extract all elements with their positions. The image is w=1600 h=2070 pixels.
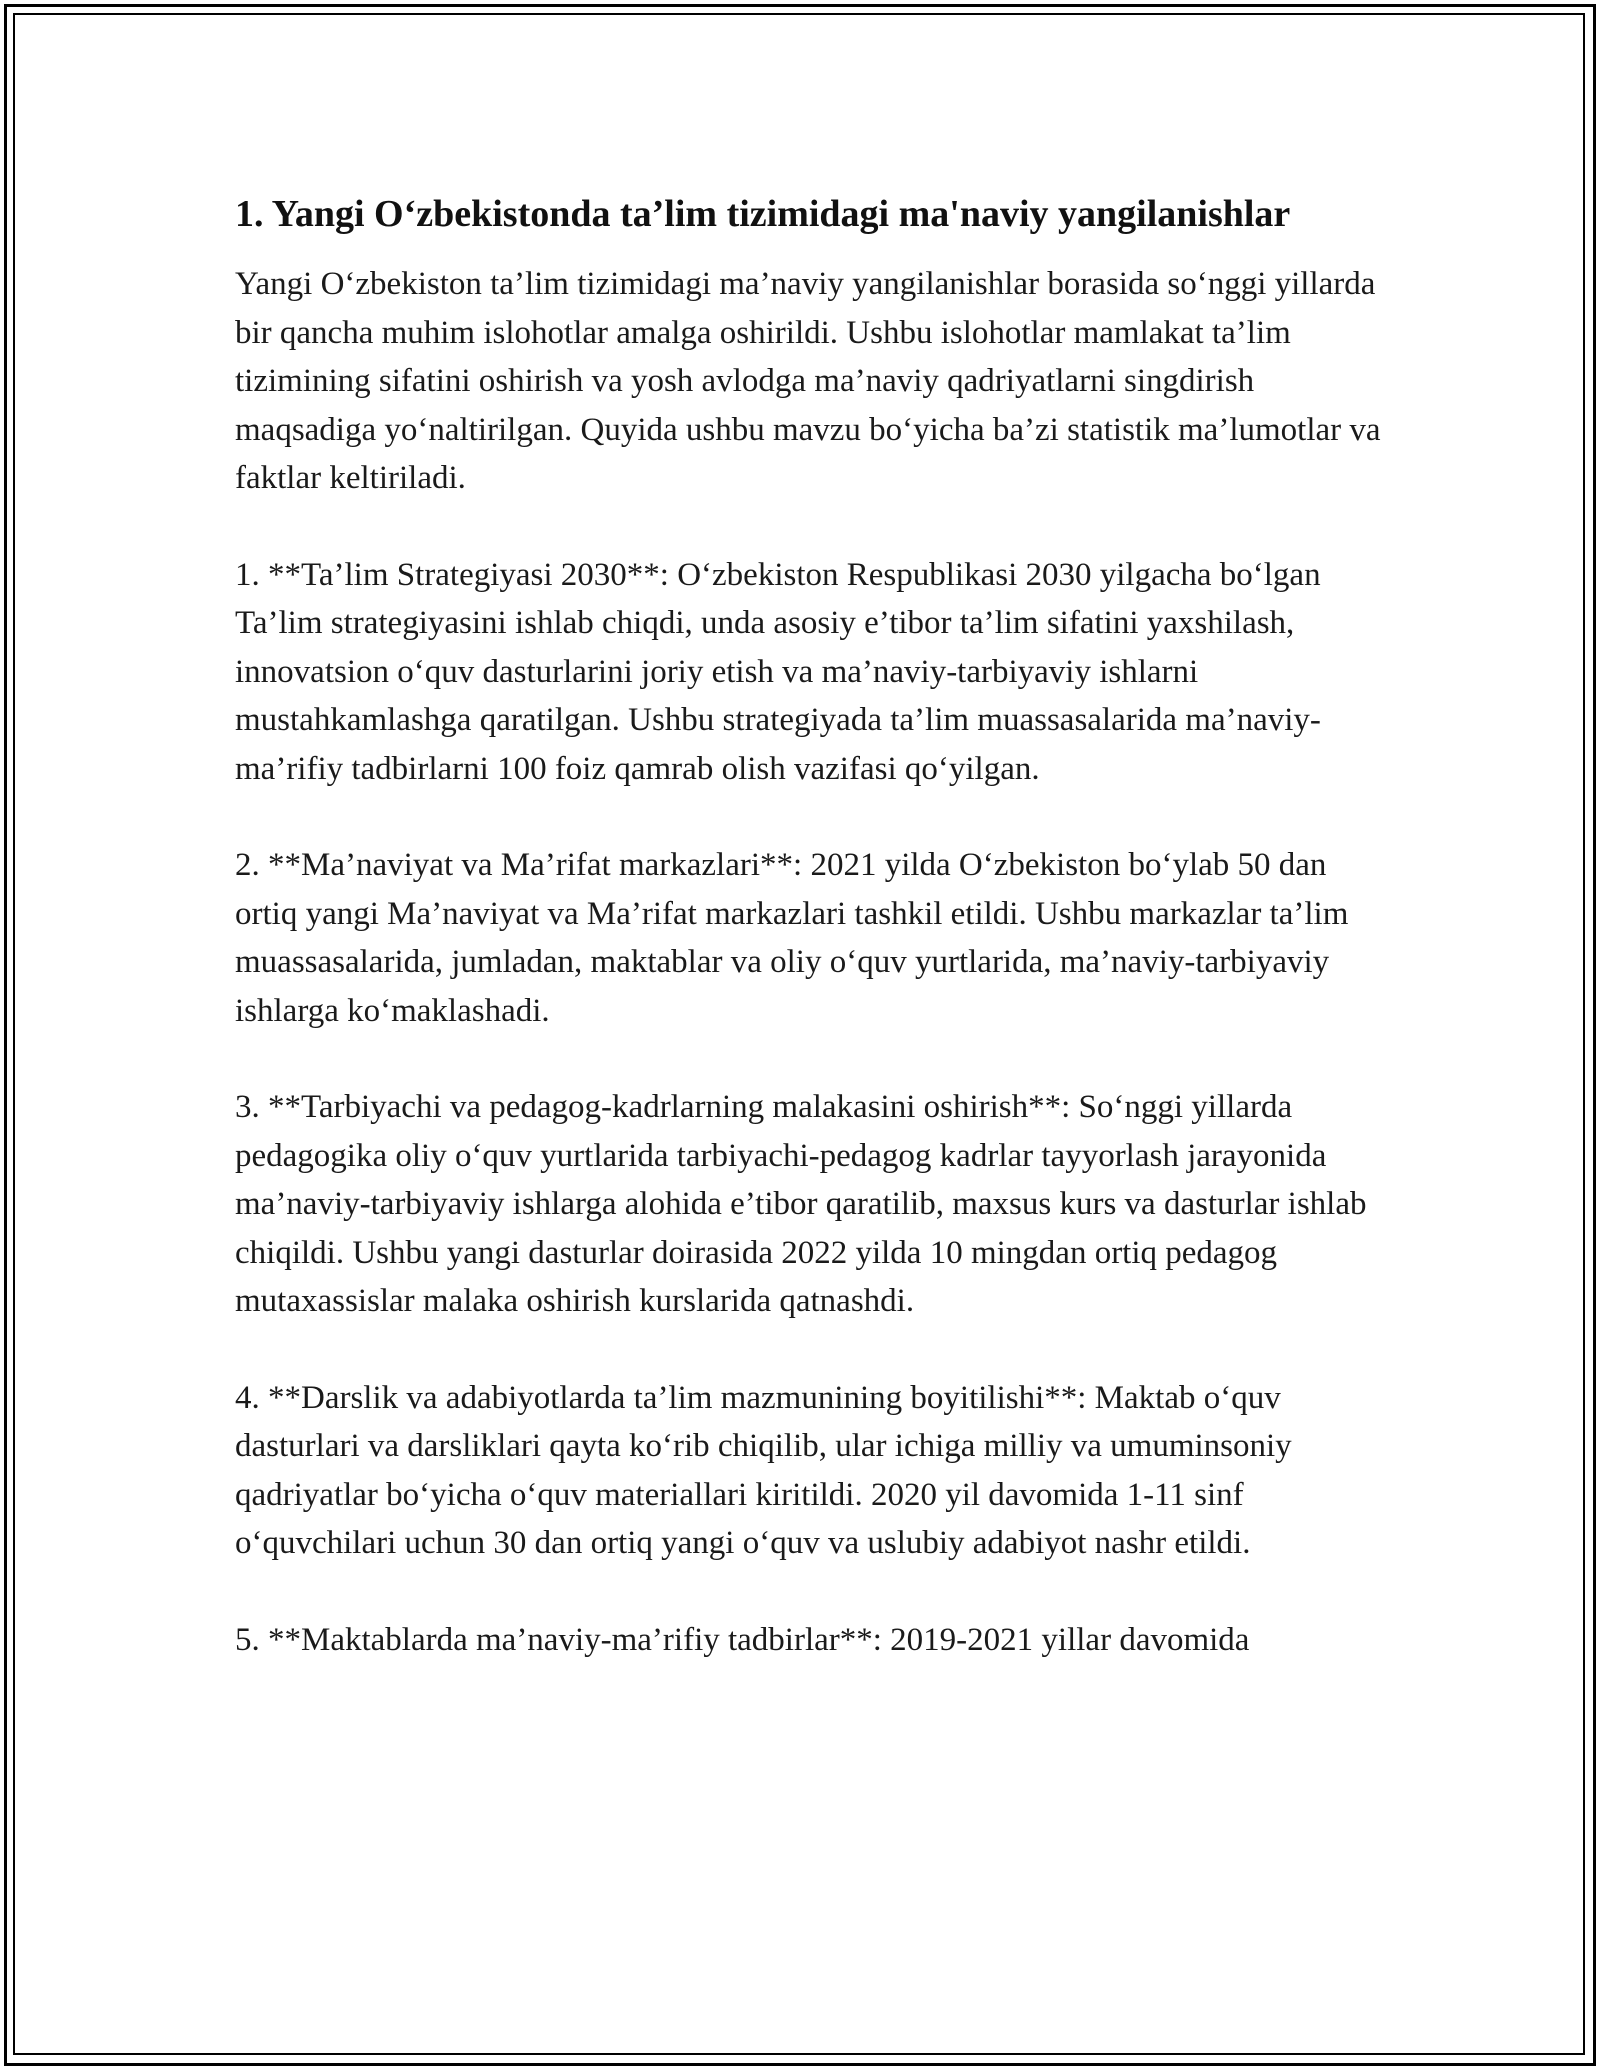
intro-paragraph: Yangi O‘zbekiston ta’lim tizimidagi ma’naviy yangilanishlar borasida so‘nggi yillarda bir qancha muhim islohotlar amalga oshirildi. Ushbu islohotlar mamlakat ta’lim tizimining sifatini oshirish va yosh avlodga ma’naviy qadriyatlarni singdirish maqsadiga yo‘naltirilgan. Quyida ushbu mavzu bo‘yicha ba’zi statistik ma’lumotlar va faktlar keltiriladi. (235, 266, 1381, 496)
item-school-events: 5. **Maktablarda ma’naviy-ma’rifiy tadbirlar**: 2019-2021 yillar davomida (235, 1621, 1250, 1658)
item-teacher-training: 3. **Tarbiyachi va pedagog-kadrlarning malakasini oshirish**: So‘nggi yillarda pedagogika oliy o‘quv yurtlarida tarbiyachi-pedagog kadrlar tayyorlash jarayonida ma’naviy-tarbiyaviy ishlarga alohida e’tibor qaratilib, maxsus kurs va dasturlar ishlab chiqildi. Ushbu yangi dasturlar doirasida 2022 yilda 10 mingdan ortiq pedagog mutaxassislar malaka oshirish kurslarida qatnashdi. (235, 1089, 1367, 1319)
section-heading: 1. Yangi O‘zbekistonda ta’lim tizimidagi ma'naviy yangilanishlar (235, 193, 1291, 235)
item-spirituality-centers: 2. **Ma’naviyat va Ma’rifat markazlari**: 2021 yilda O‘zbekiston bo‘ylab 50 dan ortiq yangi Ma’naviyat va Ma’rifat markazlari tashkil etildi. Ushbu markazlar ta’lim muassasalarida, jumladan, maktablar va oliy o‘quv yurtlarida, ma’naviy-tarbiyaviy ishlarga ko‘maklashadi. (235, 847, 1349, 1029)
document-body (235, 186, 1385, 1712)
item-textbooks: 4. **Darslik va adabiyotlarda ta’lim mazmunining boyitilishi**: Maktab o‘quv dasturlari va darsliklari qayta ko‘rib chiqilib, ular ichiga milliy va umuminsoniy qadriyatlar bo‘yicha o‘quv materiallari kiritildi. 2020 yil davomida 1-11 sinf o‘quvchilari uchun 30 dan ortiq yangi o‘quv va uslubiy adabiyot nashr etildi. (235, 1379, 1292, 1561)
item-strategy-2030: 1. **Ta’lim Strategiyasi 2030**: O‘zbekiston Respublikasi 2030 yilgacha bo‘lgan Ta’lim strategiyasini ishlab chiqdi, unda asosiy e’tibor ta’lim sifatini yaxshilash, innovatsion o‘quv dasturlarini joriy etish va ma’naviy-tarbiyaviy ishlarni mustahkamlashga qaratilgan. Ushbu strategiyada ta’lim muassasalarida ma’naviy-ma’rifiy tadbirlarni 100 foiz qamrab olish vazifasi qo‘yilgan. (235, 556, 1321, 787)
